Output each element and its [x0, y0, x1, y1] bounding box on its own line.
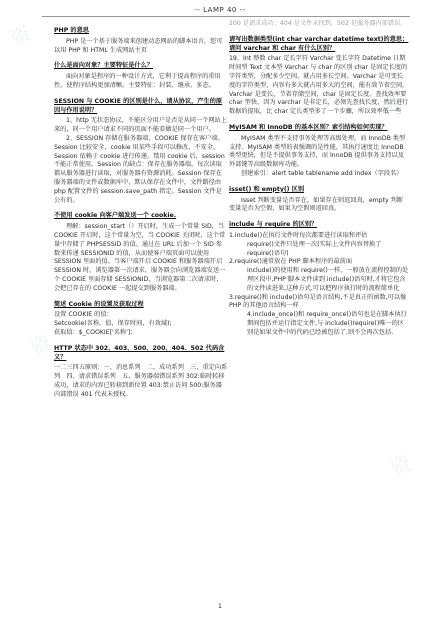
right-column — [229, 20, 409, 338]
paragraph: 4.include_once()和 require_once()语句也是在脚本执行期间包括并运行指定文件,与 include()require()唯一的区别是如果文件中的代码已经被包括了,则不会再次包括. — [247, 311, 407, 336]
section-heading: include 与 require 的区别？ — [229, 221, 318, 229]
paragraph: 1.include()在执行文件时每次都要进行读取和评估 — [229, 231, 368, 239]
paragraph: require()文件只处理一次(实际上文件内容替换了 require()语句) — [247, 240, 382, 257]
paragraph: 200 是请求成功；404 是文件未找到，502 是服务器内部错误。 — [229, 20, 407, 27]
paragraph: MyISAM 类型不支持事务处理等高级处理，而 InnoDB 类型支持。MyISAM 类型的表强调的是性能，其执行速度比 InnoDB 类型更快，但是不提供事务支持，而 InnoDB 提供事务支持以及外部键等高级数据库功能。 — [229, 134, 406, 169]
section-heading: 简述 Cookie 的设置及获取过程 — [54, 300, 144, 308]
watermark: 资 — [26, 330, 55, 361]
paragraph: 2.require()通常放在 PHP 脚本程序的最前面 — [229, 258, 353, 266]
section-heading: HTTP 状态中 302、403、500、200、404、502 代码含义？ — [54, 344, 225, 361]
section-heading: isset() 和 empty() 区别 — [229, 185, 305, 193]
paragraph: 19、Int 整数 char 定长字符 Varchar 变长字符 Datetime 日期时间型 Text 文本型 Varchar 与 char 的区别 char 是固定长度的字符类型，分配多少空间，就占用多长空间。Varchar 是可变长度的字符类型，内容有多大就占用多大的空间，能有效节省空间。Varchar 是变长，节省存储空间，char 是固定长度。查找效率要 char 型快，因为 varchar 是非定长，必须先查找长度，然后进行数据的提取，比 char 定长类型多了一个步骤，所以效率低一些 — [229, 55, 409, 116]
paragraph: 2、SESSION 存储在服务器端，COOKIE 保存在客户端。Session 比较安全，cookie 用某些手段可以修改，不安全。Session 依赖于 cookie 进行传递。禁用 cookie 后，session 不能正常使用。Session 的缺点：保存在服务器端，每次读取都从服务器进行读取，对服务器有资源消耗。Session 保存在服务器端的文件或数据库中，默认保存在文件中，文件路径由 php 配置文件的 session.save_path 指定。Session 文件是公有的。 — [54, 134, 225, 204]
section-heading: 什么是面向对象？主要特征是什么？ — [54, 62, 153, 70]
paragraph: 1、http 无状态协议，不能区分用户是否是从同一个网站上来的，同一个用户请求不同的页面不能看做是同一个用户。 — [54, 117, 227, 134]
paragraph: 获取值：$_COOKIE['名称']; — [54, 328, 133, 336]
paragraph: 创建索引：alert table tablename add index（字段名） — [241, 169, 403, 177]
paragraph: PHP 是一个基于服务端来创建动态网站的脚本语言，您可以用 PHP 和 HTML 生成网站主页 — [54, 37, 223, 54]
paragraph: 设置 COOKIE 的值： — [54, 311, 113, 319]
paragraph: 3.require()和 include()语句是语言结构,不是真正的函数,可以像 PHP 的其他语言结构一样 — [229, 293, 407, 310]
section-heading: SESSION 与 COOKIE 的区别是什么，请从协议，产生的原因与作用说明？ — [54, 97, 223, 114]
watermark: 资 — [376, 90, 405, 121]
paragraph: include()的使用和 require()一样，一般放在流程控制的处理区段中,PHP 脚本文件读到 include()语句时,才将它包含的文件读进来,这种方式,可以把程序执行时的流程简单化 — [247, 267, 409, 292]
paragraph: 理解：session_start（）开启时，生成一个常量 SID，当 COOKIE 开启时，这个常量为空，当 COOKIE 关闭时，这个常量中存储了 PHPSESSID 的值。通过在 URL 后加一个 SID 参数来传递 SESSIONID 的值，从而使客户端页面可以使用 SESSION 里面的值。当客户端开启 COOKIE 和服务器端开启 SESSION 时。浏览器第一次请求，服务器会向浏览器端发送一个 COOKIE 里面存储 SESSIONID，当浏览器第二次请求时，会把已存在的 COOKIE 一起提交到服务器端。 — [54, 223, 226, 292]
paragraph: 一二三四五原则：一、消息系列 二、成功系列 三、重定向系列 四、请求错误系列 五、服务器端错误系列 302:临时转移成功，请求的内容已转移到新位置 403:禁止访问 500:服务器内部错误 401 代表未授权。 — [54, 364, 228, 398]
header-rule — [42, 16, 410, 17]
page-header: -- LAMP 40 -- — [194, 6, 246, 14]
page-number: 1 — [217, 602, 223, 610]
paragraph: Isset 判断变量是否存在，如果存在则返回真，empty 判断变量是否为空假，如果为空假则返回真。 — [229, 196, 404, 213]
section-heading: 请写出数据类型(int char varchar datetime text)的意思；请问 varchar 和 char 有什么区别？ — [229, 35, 409, 52]
watermark: 资 — [386, 450, 415, 481]
paragraph: Setcookie(名称，值，保存时间，有效域); — [54, 320, 172, 328]
left-column — [54, 20, 228, 399]
section-heading: MyISAM 和 InnoDB 的基本区别？索引结构如何实现？ — [229, 123, 388, 131]
paragraph: 面向对象是程序的一种设计方式，它利于提高程序的重用性，使程序结构更加清晰。主要特征：封装、继承、多态。 — [54, 73, 221, 89]
section-heading: PHP 的意思 — [54, 27, 89, 34]
section-heading: 不使用 cookie 向客户端发送一个 cookie. — [54, 212, 177, 220]
watermark: 资 — [6, 20, 35, 51]
